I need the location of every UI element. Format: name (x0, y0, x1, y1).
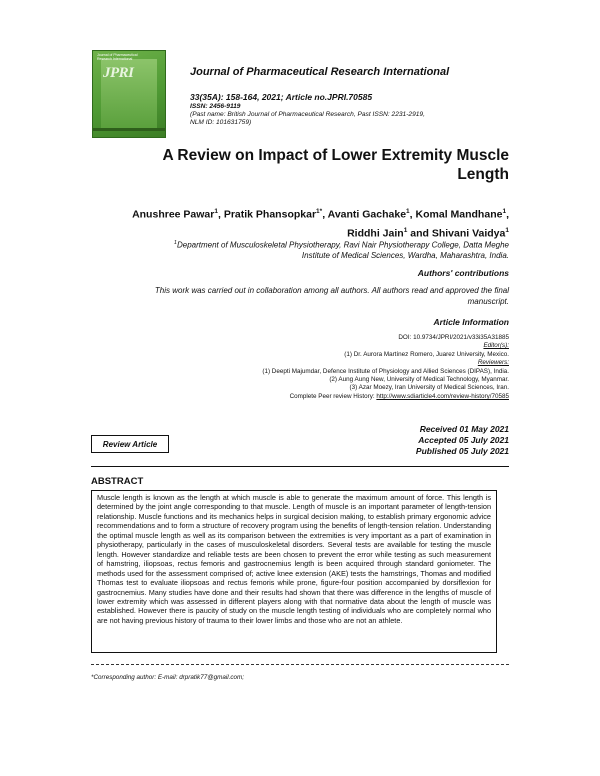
reviewer-2: (2) Aung Aung New, University of Medical Technology, Myanmar. (329, 376, 509, 384)
author-name: Riddhi Jain (347, 227, 404, 239)
cover-band (93, 128, 165, 131)
author-sup: 1 (502, 208, 507, 215)
published-date: Published 05 July 2021 (415, 446, 509, 456)
editor: (1) Dr. Aurora Martínez Romero, Juarez University, Mexico. (344, 350, 509, 358)
author-sep: and (407, 227, 432, 239)
author-sup: 1* (316, 208, 323, 215)
corresponding-author-footnote: *Corresponding author: E-mail: drpratik77@gmail.com; (91, 674, 245, 681)
abstract-text: Muscle length is known as the length at which muscle is able to generate the maximum amount of force. This length is determined by the joint angle corresponding to that muscle. Length of muscle is an important parameter of length-tension relationship. Muscle functions and its mechanics helps in surgical decision making, to establish primary ergonomic advice recommendations and to form a structure of recovery program using the benefits of length-tension relation. Understanding the optimal muscle length as well as its comparison between the extremities is very important as a part of examination in physiotherapy, particularly in the cases of musculoskeletal disorders. Several tests are available for testing the muscle length. However standardize and reliable tests are been chosen to prevent the error while testing as such measurement of hamstring, iliopsoas, rectus femoris and gastrocnemius length is been acquired through standard goniometer. The methods used for the assessment comprised of; active knee extension (AKE) tests the hamstrings, Thomas and modified Thomas test to evaluate iliopsoas and rectus femoris while prone, figure-four position accompanied by dorsiflexion for gastrocnemius. Many studies have done and their results had shown that there was difference in the lengths of muscle of lower extremity which was assessed in different players along with that normative data about the length of muscle was established. However there is paucity of study on the muscle length testing of individuals who are completely normal who are not having previous history of trauma to their lower limbs and those who are not an athlete. (97, 493, 491, 625)
cover-logo: JPRI (103, 65, 134, 81)
affiliation (89, 238, 509, 262)
author-name: Anushree Pawar (132, 208, 215, 221)
author-sep: , (322, 208, 328, 221)
author-sup: 1 (406, 208, 410, 215)
title-line-1: A Review on Impact of Lower Extremity Muscle (162, 147, 509, 164)
author-name: Pratik Phansopkar (223, 208, 317, 221)
review-history (89, 393, 509, 401)
paper-title (89, 146, 509, 184)
author-sep: , (506, 208, 509, 221)
author-sep: , (217, 208, 224, 221)
author-name: Avanti Gachake (327, 208, 407, 221)
volume-info: 33(35A): 158-164, 2021; Article no.JPRI.70585 (190, 92, 373, 102)
section-divider (91, 466, 509, 467)
reviewer-3: (3) Azar Moezy, Iran University of Medical Sciences, Iran. (349, 384, 509, 392)
article-info (89, 334, 509, 401)
contributions-text (89, 286, 509, 307)
former-name: (Past name: British Journal of Pharmaceutical Research, Past ISSN: 2231-2919, (190, 111, 425, 118)
received-date: Received 01 May 2021 (419, 424, 509, 434)
issn: ISSN: 2456-9119 (190, 103, 241, 110)
article-info-heading: Article Information (433, 317, 509, 327)
contributions-heading: Authors' contributions (417, 268, 509, 278)
doi: DOI: 10.9734/JPRI/2021/v33i35A31885 (398, 334, 509, 341)
author-sup: 1 (403, 226, 408, 234)
accepted-date: Accepted 05 July 2021 (418, 435, 509, 445)
contributions-line-1: This work was carried out in collaboration among all authors. All authors read and approved the final (154, 286, 509, 295)
review-history-link[interactable]: http://www.sdiarticle4.com/review-history/70585 (376, 392, 509, 400)
abstract-heading: ABSTRACT (91, 476, 144, 487)
editor-label: Editor(s): (483, 342, 509, 350)
contributions-line-2: manuscript. (467, 296, 509, 306)
reviewer-1: (1) Deepti Majumdar, Defence Institute of Physiology and Allied Sciences (DIPAS), India. (262, 367, 509, 375)
author-list (69, 204, 509, 241)
journal-cover-thumbnail (92, 50, 166, 138)
author-sep: , (409, 208, 416, 221)
affiliation-line-1: Department of Musculoskeletal Physiotherapy, Ravi Nair Physiotherapy College, Datta Meghe (176, 240, 509, 250)
author-name: Komal Mandhane (415, 208, 503, 221)
author-sup: 1 (505, 226, 509, 234)
reviewers-label: Reviewers: (477, 359, 509, 367)
abstract-box (91, 490, 497, 653)
footnote-divider (91, 664, 509, 665)
author-sup: 1 (214, 208, 218, 215)
cover-title: Journal of Pharmaceutical Research International (97, 53, 138, 61)
author-name: Shivani Vaidya (431, 227, 506, 239)
title-line-2: Length (457, 166, 509, 183)
affiliation-line-2: Institute of Medical Sciences, Wardha, Maharashtra, India. (301, 251, 509, 261)
nlm-id: NLM ID: 101631759) (190, 119, 252, 126)
article-dates (416, 424, 509, 457)
review-history-label: Complete Peer review History: (289, 392, 377, 400)
article-type-badge: Review Article (91, 435, 169, 453)
journal-name: Journal of Pharmaceutical Research International (190, 66, 450, 78)
affiliation-sup: 1 (173, 240, 177, 246)
